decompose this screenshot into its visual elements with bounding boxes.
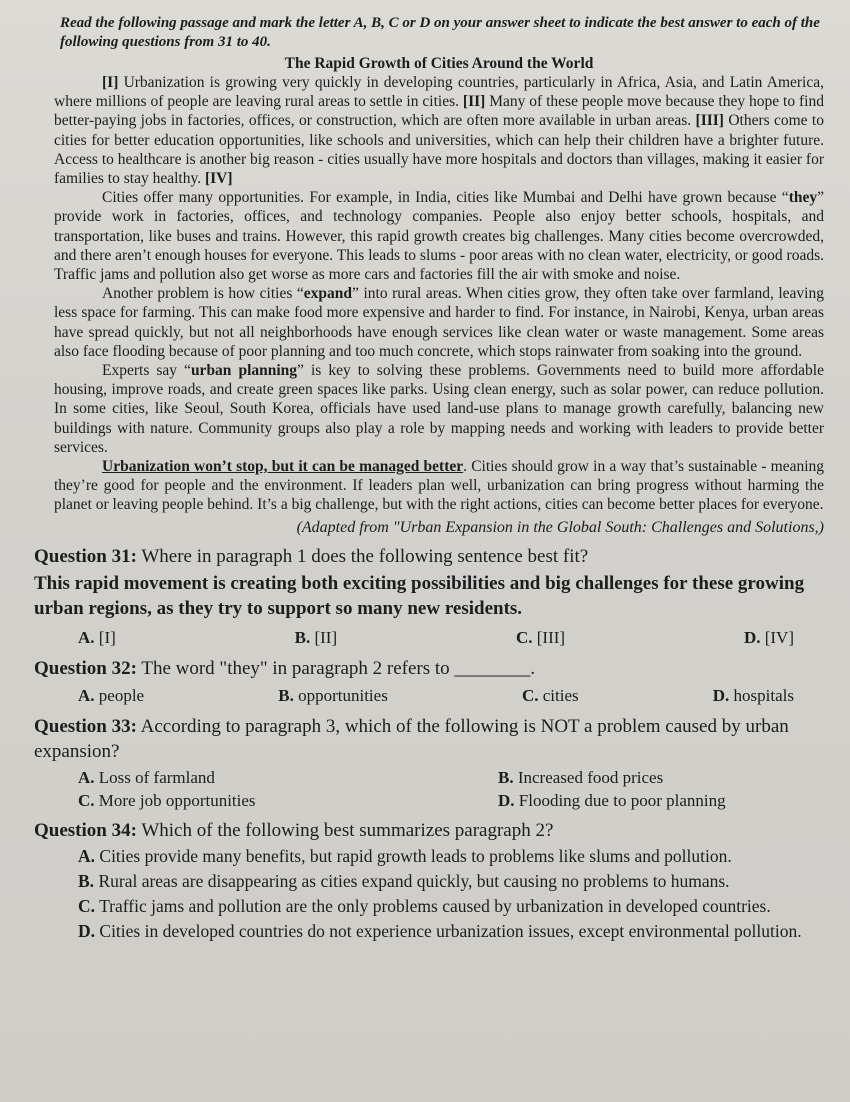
q32-option-d[interactable]: D. hospitals bbox=[712, 685, 794, 705]
q33-options bbox=[34, 766, 824, 812]
q31-option-c[interactable]: C. [III] bbox=[515, 627, 566, 647]
q32-option-c[interactable]: C. cities bbox=[521, 685, 579, 705]
q34-text: Which of the following best summarizes paragraph 2? bbox=[136, 819, 554, 841]
source-citation: (Adapted from "Urban Expansion in the Global South: Challenges and Solutions,) bbox=[296, 518, 824, 536]
q33-option-b[interactable]: B. Increased food prices bbox=[498, 767, 664, 787]
q33-text: According to paragraph 3, which of the following is NOT a problem caused by urban expansion? bbox=[34, 715, 789, 762]
q31-option-d[interactable]: D. [IV] bbox=[743, 627, 794, 647]
paragraph-1 bbox=[54, 73, 824, 188]
p4-text-2: ” is key to solving these problems. Governments need to build more affordable housing, improve roads, and create green spaces like parks. Using clean energy, such as solar power, can reduce pollution. In some cities, like Seoul, South Korea, officials have used land-use plans to manage growth carefully, balancing new buildings with nature. Community groups also play a role by mapping needs and working with leaders to provide better services. bbox=[54, 362, 824, 456]
q31-sentence: This rapid movement is creating both exciting possibilities and big challenges for these growing urban regions, as they try to support so many new residents. bbox=[34, 572, 805, 619]
q32-option-a[interactable]: A. people bbox=[78, 685, 145, 705]
p3-text-1: Another problem is how cities “ bbox=[102, 285, 304, 303]
q33-option-d[interactable]: D. Flooding due to poor planning bbox=[498, 790, 726, 810]
p5-text-1: . Cities should grow in a way that’s sustainable - meaning they’re good for people and the environment. If leaders plan well, urbanization can bring progress without harming the planet or leaving people behind. It’s a big challenge, but with the right actions, cities can become better places for everyone. bbox=[54, 458, 825, 514]
marker-ii: [II] bbox=[462, 93, 486, 111]
q31-text: Where in paragraph 1 does the following sentence best fit? bbox=[136, 545, 589, 567]
p1-text-3: Others come to cities for better education opportunities, like schools and universities, which can help their children have a brighter future. Access to healthcare is another big reason - cities usually have more hospitals and doctors than villages, making it easier for families to stay healthy. bbox=[54, 112, 824, 188]
q34-options bbox=[34, 845, 824, 943]
question-32 bbox=[34, 656, 824, 681]
p5-underlined-sentence: Urbanization won’t stop, but it can be managed better bbox=[102, 458, 464, 476]
q34-option-c[interactable]: C. Traffic jams and pollution are the only problems caused by urbanization in developed countries. bbox=[78, 895, 771, 916]
q34-option-b[interactable]: B. Rural areas are disappearing as cities expand quickly, but causing no problems to humans. bbox=[78, 870, 730, 891]
q33-option-c[interactable]: C. More job opportunities bbox=[78, 790, 256, 810]
q32-text: The word "they" in paragraph 2 refers to ________. bbox=[136, 657, 536, 679]
marker-iii: [III] bbox=[695, 112, 724, 130]
question-31 bbox=[34, 544, 824, 569]
paragraph-3 bbox=[54, 284, 824, 361]
question-33 bbox=[34, 714, 824, 764]
p4-text-1: Experts say “ bbox=[102, 362, 191, 380]
marker-i: [I] bbox=[102, 74, 119, 91]
questions bbox=[34, 544, 824, 943]
q34-label: Question 34: bbox=[34, 819, 137, 841]
p2-keyword: they bbox=[788, 189, 818, 207]
instructions: Read the following passage and mark the letter A, B, C or D on your answer sheet to indicate the best answer to each of the following questions from 31 to 40. bbox=[60, 15, 820, 50]
p3-keyword: expand bbox=[303, 285, 353, 303]
q31-options bbox=[34, 625, 824, 650]
q33-option-a[interactable]: A. Loss of farmland bbox=[78, 767, 215, 787]
q32-options bbox=[34, 683, 824, 708]
q31-option-a[interactable]: A. [I] bbox=[78, 627, 116, 647]
p2-text-1: Cities offer many opportunities. For example, in India, cities like Mumbai and Delhi have grown because “ bbox=[102, 189, 789, 207]
paragraph-2 bbox=[54, 188, 824, 284]
q32-label: Question 32: bbox=[34, 657, 137, 679]
p2-text-2: ” provide work in factories, offices, and technology companies. People also enjoy better schools, hospitals, and transportation, like buses and trains. However, this rapid growth creates big challenges. Many cities become overcrowded, and there aren’t enough houses for everyone. This leads to slums - poor areas with no clean water, electricity, or good roads. Traffic jams and pollution also get worse as more cars and factories fill the air with smoke and noise. bbox=[54, 189, 824, 284]
paragraph-4 bbox=[54, 361, 824, 457]
passage-title: The Rapid Growth of Cities Around the World bbox=[284, 55, 594, 72]
q34-option-d[interactable]: D. Cities in developed countries do not experience urbanization issues, except environmental pollution. bbox=[78, 920, 802, 941]
q34-option-a[interactable]: A. Cities provide many benefits, but rapid growth leads to problems like slums and pollution. bbox=[78, 845, 732, 866]
q32-option-b[interactable]: B. opportunities bbox=[278, 685, 388, 705]
p1-text-2: Many of these people move because they hope to find better-paying jobs in factories, offices, or construction, which are often more available in urban areas. bbox=[54, 93, 824, 130]
p1-text-1: Urbanization is growing very quickly in developing countries, particularly in Africa, Asia, and Latin America, where millions of people are leaving rural areas to settle in cities. bbox=[54, 74, 824, 111]
marker-iv: [IV] bbox=[204, 170, 233, 188]
question-34 bbox=[34, 818, 824, 843]
q33-label: Question 33: bbox=[34, 715, 137, 737]
p4-keyword: urban planning bbox=[190, 362, 298, 380]
q31-option-b[interactable]: B. [II] bbox=[294, 627, 338, 647]
paragraph-5 bbox=[54, 457, 824, 515]
p3-text-2: ” into rural areas. When cities grow, they often take over farmland, leaving less space for farming. This can make food more expensive and harder to find. For instance, in Nairobi, Kenya, urban areas have spread quickly, but not all neighborhoods have enough services like clean water or waste management. Some areas also face flooding because of poor planning and too much concrete, which stops rainwater from soaking into the ground. bbox=[54, 285, 824, 360]
q31-label: Question 31: bbox=[34, 545, 137, 567]
